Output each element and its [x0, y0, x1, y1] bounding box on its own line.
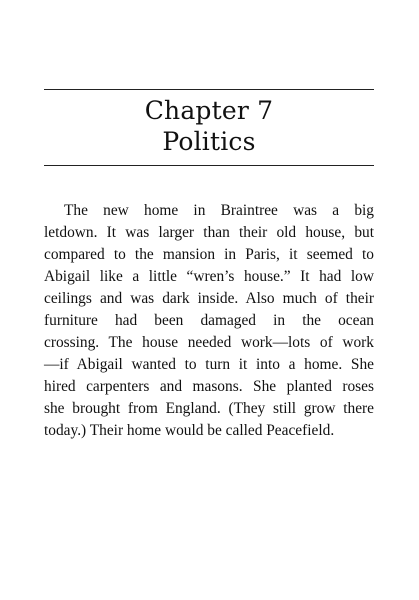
paragraph-line: furniture had been damaged in the ocean — [44, 312, 374, 329]
paragraph-line: she brought from England. (They still grow there — [44, 400, 374, 417]
paragraph-line: —if Abigail wanted to turn it into a home. She — [44, 356, 374, 373]
chapter-heading — [44, 96, 374, 158]
paragraph-line: letdown. It was larger than their old house, but — [44, 224, 374, 241]
paragraph-line: compared to the mansion in Paris, it seemed to — [44, 246, 374, 263]
paragraph-line: hired carpenters and masons. She planted roses — [44, 378, 374, 395]
paragraph-line: today.) Their home would be called Peacefield. — [44, 422, 335, 439]
paragraph-line: Abigail like a little “wren’s house.” It had low — [44, 268, 374, 285]
paragraph-line: The new home in Braintree was a big — [64, 202, 374, 219]
body-paragraph — [44, 200, 374, 442]
paragraph-line: ceilings and was dark inside. Also much of their — [44, 290, 374, 307]
paragraph-line: crossing. The house needed work—lots of work — [44, 334, 374, 351]
chapter-title: Politics — [162, 127, 256, 156]
chapter-number: Chapter 7 — [144, 96, 274, 125]
bottom-divider-rule — [44, 165, 374, 166]
top-divider-rule — [44, 89, 374, 90]
